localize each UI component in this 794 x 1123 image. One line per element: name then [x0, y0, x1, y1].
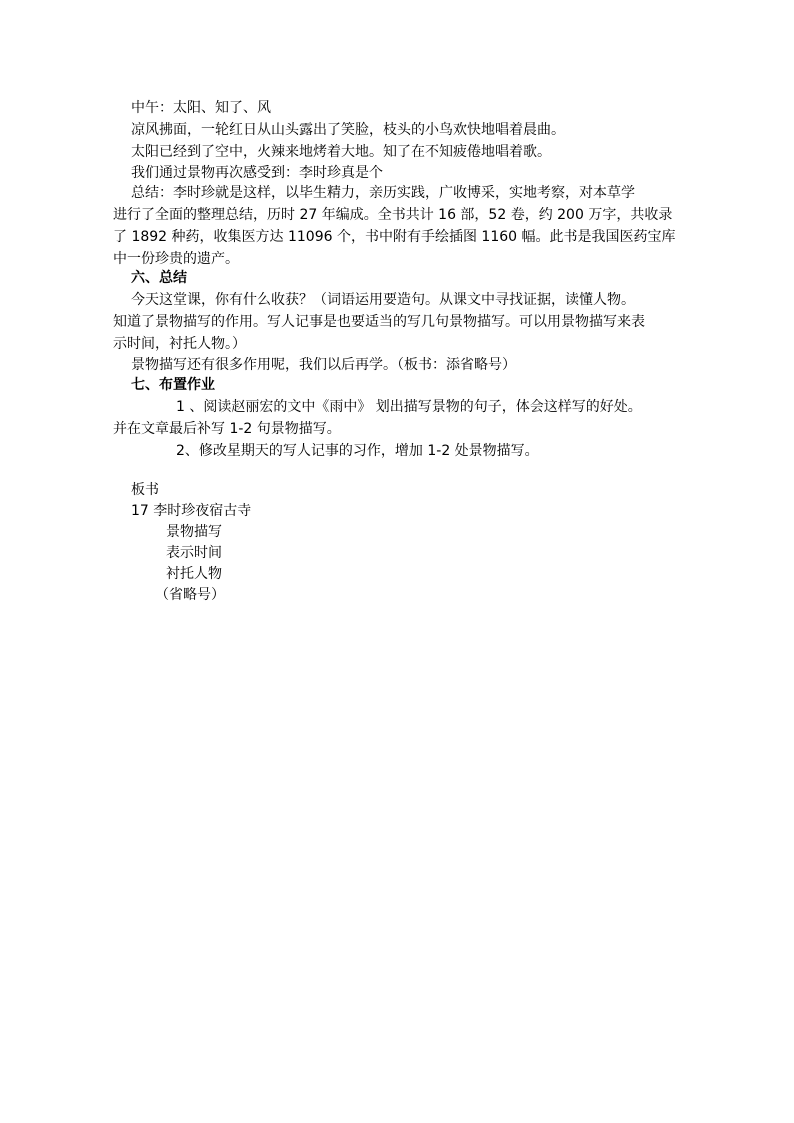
summary-line-4: 中一份珍贵的遗产。: [113, 251, 239, 267]
blackboard-title: 板书: [131, 482, 159, 498]
blackboard-point-2: 表示时间: [166, 545, 222, 561]
blackboard-lesson-title: 17 李时珍夜宿古寺: [131, 503, 252, 519]
summary-line-3: 了 1892 种药，收集医方达 11096 个，书中附有手绘插图 1160 幅。此书是我国医药宝库: [113, 229, 676, 245]
homework-item-1-continued: 并在文章最后补写 1-2 句景物描写。: [113, 421, 341, 437]
homework-item-2: 2、修改星期天的写人记事的习作，增加 1-2 处景物描写。: [176, 443, 539, 459]
paragraph-line-3: 太阳已经到了空中，火辣来地烤着大地。知了在不知疲倦地唱着歌。: [131, 144, 551, 160]
section-heading-homework: 七、布置作业: [131, 377, 215, 393]
paragraph-line-1: 中午：太阳、知了、风: [131, 100, 271, 116]
reflection-line-2: 知道了景物描写的作用。写人记事是也要适当的写几句景物描写。可以用景物描写来表: [113, 314, 645, 330]
summary-line-1: 总结：李时珍就是这样，以毕生精力，亲历实践，广收博采，实地考察，对本草学: [131, 185, 635, 201]
reflection-line-3: 示时间，衬托人物。）: [113, 336, 246, 352]
section-heading-summary: 六、总结: [131, 270, 187, 286]
blackboard-point-3: 衬托人物: [166, 566, 222, 582]
homework-item-1: 1 、阅读赵丽宏的文中《雨中》 划出描写景物的句子，体会这样写的好处。: [176, 399, 642, 415]
paragraph-line-4: 我们通过景物再次感受到：李时珍真是个: [131, 165, 383, 181]
blackboard-point-1: 景物描写: [166, 524, 222, 540]
summary-line-2: 进行了全面的整理总结，历时 27 年编成。全书共计 16 部，52 卷，约 200 万字，共收录: [113, 207, 673, 223]
reflection-line-4: 景物描写还有很多作用呢，我们以后再学。（板书：添省略号）: [131, 357, 516, 373]
reflection-line-1: 今天这堂课，你有什么收获？（词语运用要造句。从课文中寻找证据，读懂人物。: [131, 292, 635, 308]
blackboard-point-4: （省略号）: [155, 587, 225, 603]
paragraph-line-2: 凉风拂面，一轮红日从山头露出了笑脸，枝头的小鸟欢快地唱着晨曲。: [131, 122, 565, 138]
